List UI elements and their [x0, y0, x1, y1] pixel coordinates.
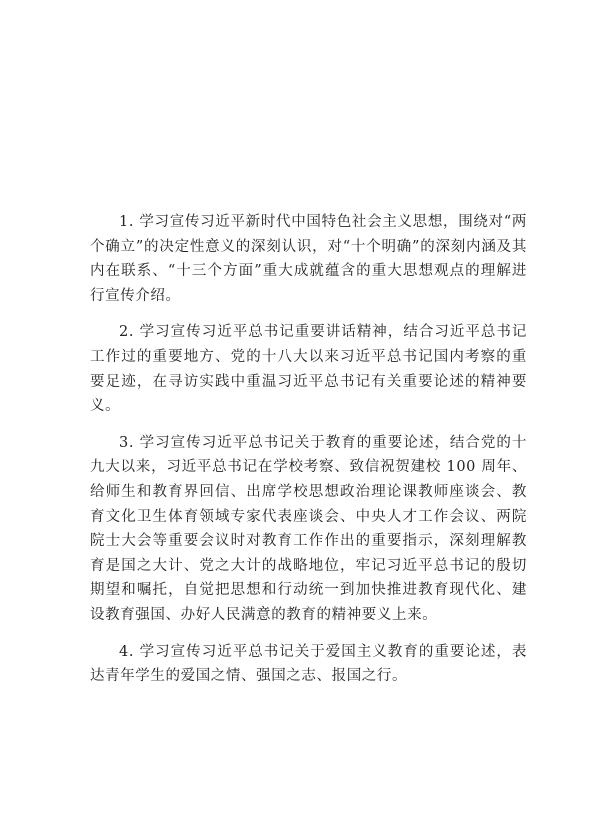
- document-body: [90, 210, 527, 701]
- paragraph-2: 2. 学习宣传习近平总书记重要讲话精神，结合习近平总书记工作过的重要地方、党的十八大以来习近平总书记国内考察的重要足迹，在寻访实践中重温习近平总书记有关重要论述的精神要义。: [90, 324, 527, 415]
- paragraph-4: 4. 学习宣传习近平总书记关于爱国主义教育的重要论述，表达青年学生的爱国之情、强国之志、报国之行。: [90, 643, 527, 685]
- paragraph-3: 3. 学习宣传习近平总书记关于教育的重要论述，结合党的十九大以来，习近平总书记在学校考察、致信祝贺建校 100 周年、给师生和教育界回信、出席学校思想政治理论课教师座谈会、教育文化卫生体育领域专家代表座谈会、中央人才工作会议、两院院士大会等重要会议时对教育工作作出的重要指示，深刻理解教育是国之大计、党之大计的战略地位，牢记习近平总书记的殷切期望和嘱托，自觉把思想和行动统一到加快推进教育现代化、建设教育强国、办好人民满意的教育的精神要义上来。: [90, 434, 527, 623]
- paragraph-1: 1. 学习宣传习近平新时代中国特色社会主义思想，围绕对“两个确立”的决定性意义的深刻认识，对“十个明确”的深刻内涵及其内在联系、“十三个方面”重大成就蕴含的重大思想观点的理解进行宣传介绍。: [90, 214, 527, 304]
